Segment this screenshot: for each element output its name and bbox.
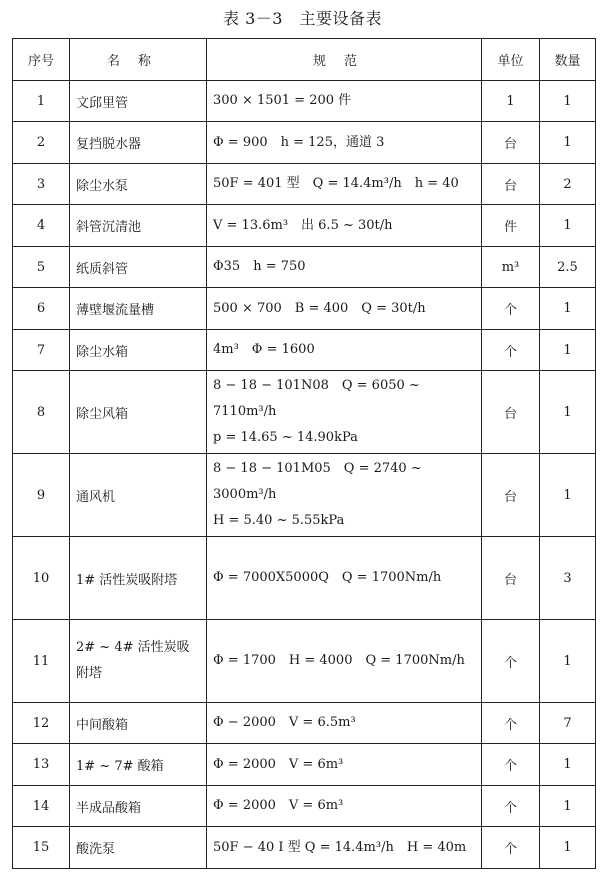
cell-qty: 3 <box>540 537 596 620</box>
cell-no: 9 <box>13 454 70 537</box>
spec-line: 8 − 18 − 101M05 Q = 2740 ~ 3000m³/h <box>213 461 422 502</box>
cell-no: 5 <box>13 247 70 288</box>
spec-line: Φ − 2000 V = 6.5m³ <box>213 715 356 730</box>
table-row <box>13 744 596 786</box>
table-title: 表 3－3 主要设备表 <box>223 9 382 28</box>
cell-spec <box>207 247 482 288</box>
spec-line: 50F − 40 Ⅰ 型 Q = 14.4m³/h H = 40m <box>213 839 467 855</box>
spec-line: 4m³ Φ = 1600 <box>213 342 315 357</box>
table-row <box>13 786 596 827</box>
table-row <box>13 537 596 620</box>
cell-qty: 2.5 <box>540 247 596 288</box>
cell-no: 7 <box>13 330 70 371</box>
cell-name: 1# ~ 7# 酸箱 <box>70 744 207 786</box>
cell-spec <box>207 81 482 122</box>
cell-name: 纸质斜管 <box>70 247 207 288</box>
cell-unit: 个 <box>482 288 540 330</box>
table-row <box>13 81 596 122</box>
name-text: 2# ~ 4# 活性炭吸附塔 <box>76 640 190 681</box>
cell-name: 薄壁堰流量槽 <box>70 288 207 330</box>
header-no: 序号 <box>13 39 70 81</box>
table-row <box>13 454 596 537</box>
header-qty: 数量 <box>540 39 596 81</box>
spec-line: Φ = 2000 V = 6m³ <box>213 756 344 772</box>
table-row <box>13 205 596 247</box>
header-name: 名称 <box>70 39 207 81</box>
cell-name: 1# 活性炭吸附塔 <box>70 537 207 620</box>
spec-line: H = 5.40 ~ 5.55kPa <box>213 513 345 528</box>
cell-unit: 个 <box>482 703 540 744</box>
cell-qty: 1 <box>540 827 596 869</box>
spec-line: Φ = 7000X5000Q Q = 1700Nm/h <box>213 570 442 585</box>
cell-spec <box>207 786 482 827</box>
spec-line: V = 13.6m³ 出 6.5 ~ 30t/h <box>213 217 393 233</box>
cell-qty: 1 <box>540 620 596 703</box>
spec-line: 50F = 401 型 Q = 14.4m³/h h = 40 <box>213 176 459 191</box>
cell-spec <box>207 288 482 330</box>
cell-unit: 台 <box>482 122 540 164</box>
spec-line: 8 − 18 − 101N08 Q = 6050 ~ 7110m³/h <box>213 378 420 419</box>
table-row <box>13 827 596 869</box>
cell-no: 3 <box>13 164 70 205</box>
cell-no: 1 <box>13 81 70 122</box>
cell-name: 除尘水泵 <box>70 164 207 205</box>
cell-name: 除尘风箱 <box>70 371 207 454</box>
cell-unit: 个 <box>482 786 540 827</box>
cell-spec <box>207 827 482 869</box>
table-row <box>13 371 596 454</box>
cell-name: 复挡脱水器 <box>70 122 207 164</box>
header-spec: 规范 <box>207 39 482 81</box>
spec-line: Φ35 h = 750 <box>213 259 306 274</box>
cell-qty: 1 <box>540 81 596 122</box>
cell-spec <box>207 703 482 744</box>
cell-spec <box>207 330 482 371</box>
cell-qty: 1 <box>540 371 596 454</box>
cell-unit: 台 <box>482 537 540 620</box>
cell-no: 4 <box>13 205 70 247</box>
cell-spec <box>207 371 482 454</box>
cell-qty: 7 <box>540 703 596 744</box>
cell-spec <box>207 744 482 786</box>
cell-qty: 2 <box>540 164 596 205</box>
table-row <box>13 703 596 744</box>
cell-unit: 个 <box>482 827 540 869</box>
cell-unit: 个 <box>482 330 540 371</box>
cell-qty: 1 <box>540 205 596 247</box>
cell-no: 6 <box>13 288 70 330</box>
cell-qty: 1 <box>540 454 596 537</box>
table-row <box>13 330 596 371</box>
cell-name: 斜管沉清池 <box>70 205 207 247</box>
cell-no: 12 <box>13 703 70 744</box>
spec-line: Φ = 1700 H = 4000 Q = 1700Nm/h <box>213 653 465 668</box>
cell-qty: 1 <box>540 288 596 330</box>
cell-unit: 台 <box>482 164 540 205</box>
cell-qty: 1 <box>540 330 596 371</box>
cell-unit: 个 <box>482 744 540 786</box>
cell-name: 半成品酸箱 <box>70 786 207 827</box>
cell-unit: 1 <box>482 81 540 122</box>
cell-no: 8 <box>13 371 70 454</box>
spec-line: 500 × 700 B = 400 Q = 30t/h <box>213 300 426 316</box>
spec-line: 300 × 1501 = 200 件 <box>213 93 352 108</box>
table-row <box>13 620 596 703</box>
cell-spec <box>207 537 482 620</box>
equipment-table <box>12 38 596 869</box>
table-row <box>13 164 596 205</box>
cell-spec <box>207 620 482 703</box>
spec-line: Φ = 2000 V = 6m³ <box>213 798 344 813</box>
spec-line: Φ = 900 h = 125，通道 3 <box>213 134 385 150</box>
cell-name: 文邱里管 <box>70 81 207 122</box>
cell-no: 10 <box>13 537 70 620</box>
cell-name: 除尘水箱 <box>70 330 207 371</box>
cell-no: 2 <box>13 122 70 164</box>
cell-name: 中间酸箱 <box>70 703 207 744</box>
cell-qty: 1 <box>540 786 596 827</box>
table-row <box>13 288 596 330</box>
cell-spec <box>207 454 482 537</box>
cell-qty: 1 <box>540 744 596 786</box>
cell-spec <box>207 164 482 205</box>
header-unit: 单位 <box>482 39 540 81</box>
cell-spec <box>207 205 482 247</box>
header-row <box>13 39 596 81</box>
cell-unit: 个 <box>482 620 540 703</box>
cell-name: 通风机 <box>70 454 207 537</box>
cell-no: 13 <box>13 744 70 786</box>
cell-unit: m³ <box>482 247 540 288</box>
cell-unit: 台 <box>482 371 540 454</box>
cell-spec <box>207 122 482 164</box>
cell-qty: 1 <box>540 122 596 164</box>
cell-no: 15 <box>13 827 70 869</box>
cell-no: 14 <box>13 786 70 827</box>
cell-no: 11 <box>13 620 70 703</box>
table-row <box>13 247 596 288</box>
cell-unit: 台 <box>482 454 540 537</box>
cell-name: 酸洗泵 <box>70 827 207 869</box>
cell-name <box>70 620 207 703</box>
table-row <box>13 122 596 164</box>
spec-line: p = 14.65 ~ 14.90kPa <box>213 430 358 445</box>
cell-unit: 件 <box>482 205 540 247</box>
